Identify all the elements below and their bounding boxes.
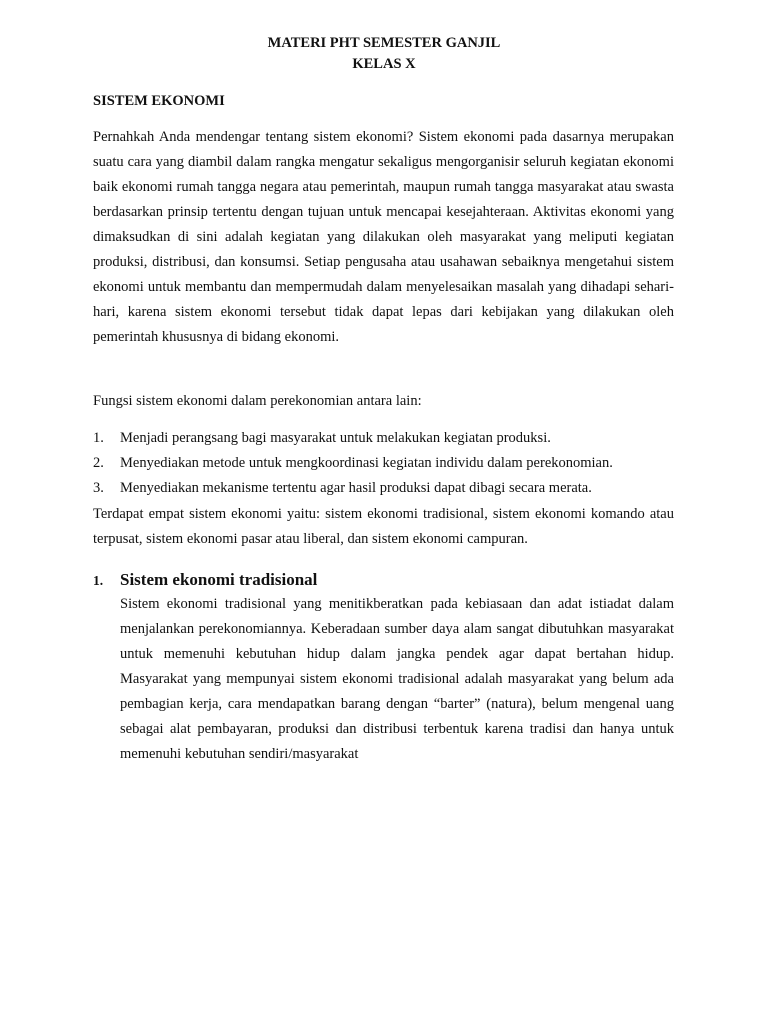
subsection-number: 1. <box>93 573 104 588</box>
document-subtitle: KELAS X <box>352 56 416 72</box>
fungsi-list <box>93 426 683 501</box>
section-heading: SISTEM EKONOMI <box>93 93 225 109</box>
list-item-number: 2. <box>93 455 104 471</box>
list-item <box>93 451 683 476</box>
subsection-heading <box>93 565 317 594</box>
intro-paragraph: Pernahkah Anda mendengar tentang sistem ekonomi? Sistem ekonomi pada dasarnya merupakan suatu cara yang diambil dalam rangka mengatur sekaligus mengorganisir seluruh kegiatan ekonomi baik ekonomi rumah tangga negara atau pemerintah, maupun rumah tangga masyarakat atau swasta berdasarkan prinsip tertentu dengan tujuan untuk mencapai kesejahteraan. Aktivitas ekonomi yang dimaksudkan di sini adalah kegiatan yang dilakukan oleh masyarakat yang meliputi kegiatan produksi, distribusi, dan konsumsi. Setiap pengusaha atau usahawan sebaiknya mengetahui sistem ekonomi untuk membantu dan mempermudah dalam menyelesaikan masalah yang dihadapi sehari-hari, karena sistem ekonomi tersebut tidak dapat lepas dari kebijakan yang dilakukan oleh pemerintah khususnya di bidang ekonomi. <box>93 129 674 345</box>
empat-sistem-paragraph: Terdapat empat sistem ekonomi yaitu: sistem ekonomi tradisional, sistem ekonomi komando atau terpusat, sistem ekonomi pasar atau liberal, dan sistem ekonomi campuran. <box>93 506 674 547</box>
list-item-text: Menyediakan mekanisme tertentu agar hasil produksi dapat dibagi secara merata. <box>120 480 592 496</box>
tradisional-paragraph: Sistem ekonomi tradisional yang menitikberatkan pada kebiasaan dan adat istiadat dalam menjalankan perekonomiannya. Keberadaan sumber daya alam sangat dibutuhkan masyarakat untuk memenuhi kebutuhan hidup dalam jangka pendek agar dapat bertahan hidup. Masyarakat yang mempunyai sistem ekonomi tradisional adalah masyarakat yang belum ada pembagian kerja, cara mendapatkan barang dengan “barter” (natura), belum mengenal uang sebagai alat pembayaran, produksi dan distribusi terbentuk karena tradisi dan hanya untuk memenuhi kebutuhan sendiri/masyarakat <box>120 596 674 762</box>
list-item-number: 1. <box>93 430 104 446</box>
fungsi-intro: Fungsi sistem ekonomi dalam perekonomian antara lain: <box>93 393 422 409</box>
list-item <box>93 426 683 451</box>
subsection-title: Sistem ekonomi tradisional <box>120 570 318 589</box>
list-item-text: Menyediakan metode untuk mengkoordinasi kegiatan individu dalam perekonomian. <box>120 455 613 471</box>
document-title: MATERI PHT SEMESTER GANJIL <box>267 35 501 51</box>
list-item-text: Menjadi perangsang bagi masyarakat untuk melakukan kegiatan produksi. <box>120 430 551 446</box>
list-item <box>93 476 683 501</box>
list-item-number: 3. <box>93 480 104 496</box>
